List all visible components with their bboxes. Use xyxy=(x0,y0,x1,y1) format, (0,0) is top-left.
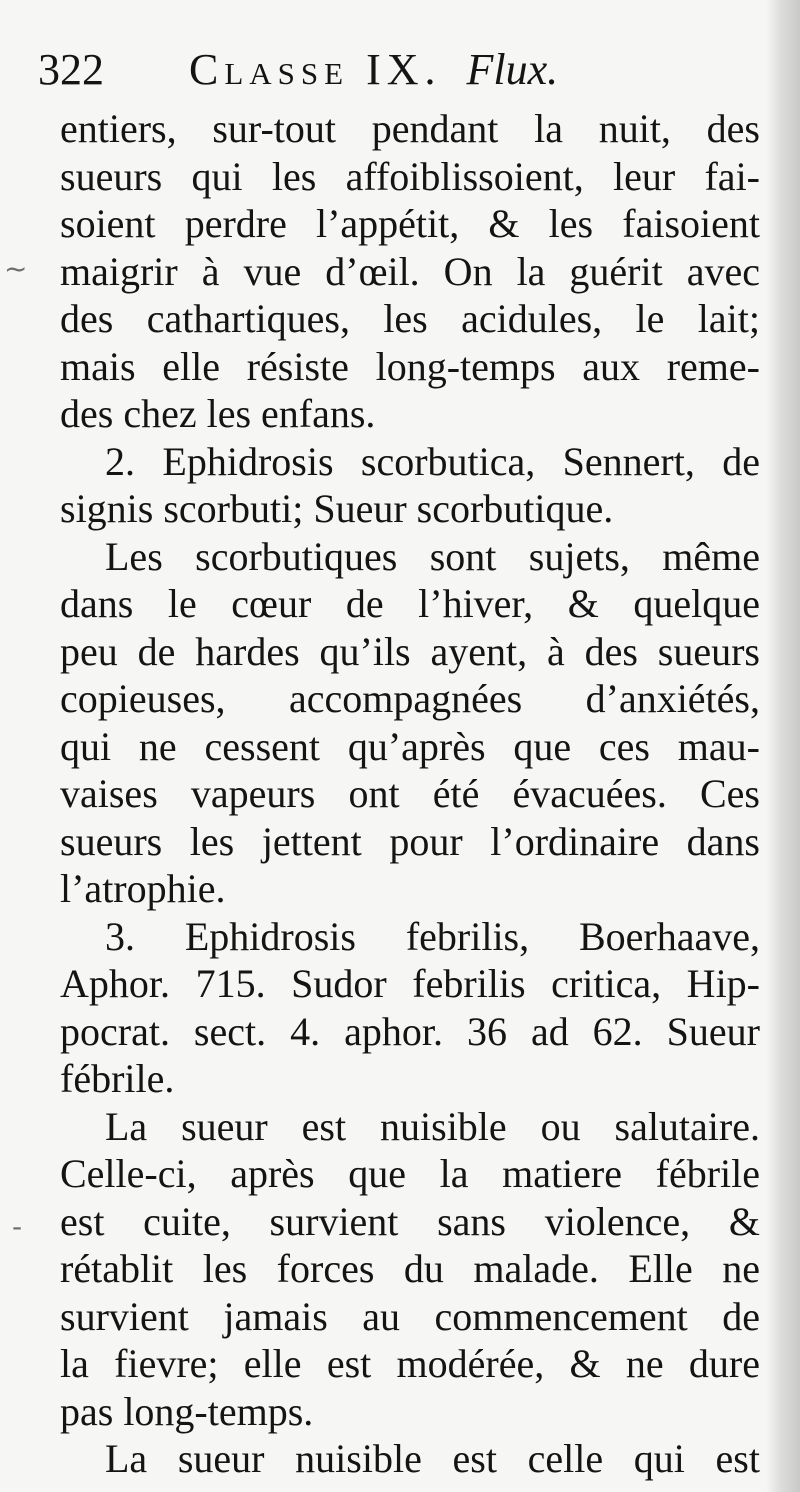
text-line: fébrile. xyxy=(60,1056,175,1101)
text-line: mais elle résiste long-temps aux reme- xyxy=(60,343,760,389)
margin-mark: ~ xyxy=(4,252,28,285)
text-line: entiers, sur-tout pendant la nuit, des xyxy=(60,106,760,151)
text-line: peu de hardes qu’ils ayent, à des sueurs xyxy=(60,628,760,674)
text-line: Les scorbutiques sont sujets, même xyxy=(105,533,760,579)
page-body-text xyxy=(60,105,760,1483)
text-line: sueurs qui les affoiblissoient, leur fai- xyxy=(60,153,760,199)
page-number: 322 xyxy=(38,45,104,94)
header-subtitle: Flux. xyxy=(466,45,559,94)
page-edge-shadow xyxy=(766,0,800,1492)
text-line: l’atrophie. xyxy=(60,866,226,911)
text-line: 3. Ephidrosis febrilis, Boerhaave, xyxy=(105,913,760,959)
text-line: maigrir à vue d’œil. On la guérit avec xyxy=(60,248,760,294)
text-line: La sueur nuisible est celle qui est xyxy=(105,1436,760,1481)
margin-mark: - xyxy=(12,1210,23,1243)
text-line: signis scorbuti; Sueur scorbutique. xyxy=(60,486,614,531)
text-line: pas long-temps. xyxy=(60,1388,314,1434)
text-line: La sueur est nuisible ou salutaire. xyxy=(105,1103,760,1149)
text-line: des cathartiques, les acidules, le lait; xyxy=(60,296,760,341)
text-line: sueurs les jettent pour l’ordinaire dans xyxy=(60,818,760,864)
text-line: la fievre; elle est modérée, & ne dure xyxy=(60,1341,760,1386)
text-line: est cuite, survient sans violence, & xyxy=(60,1198,760,1244)
running-header xyxy=(38,40,758,100)
text-line: dans le cœur de l’hiver, & quelque xyxy=(60,581,760,626)
text-line: pocrat. sect. 4. aphor. 36 ad 62. Sueur xyxy=(60,1008,760,1054)
text-line: soient perdre l’appétit, & les faisoient xyxy=(60,201,760,246)
text-line: vaises vapeurs ont été évacuées. Ces xyxy=(60,771,760,816)
text-line: Aphor. 715. Sudor febrilis critica, Hip- xyxy=(60,961,760,1006)
text-line: survient jamais au commencement de xyxy=(60,1293,760,1339)
text-line: copieuses, accompagnées d’anxiétés, xyxy=(60,676,760,721)
text-line: 2. Ephidrosis scorbutica, Sennert, de xyxy=(105,438,760,484)
text-line: des chez les enfans. xyxy=(60,391,376,436)
text-line: qui ne cessent qu’après que ces mau- xyxy=(60,723,760,769)
header-title: Classe IX. xyxy=(189,45,442,94)
text-line: Celle-ci, après que la matiere fébrile xyxy=(60,1151,760,1196)
text-line: rétablit les forces du malade. Elle ne xyxy=(60,1246,760,1291)
